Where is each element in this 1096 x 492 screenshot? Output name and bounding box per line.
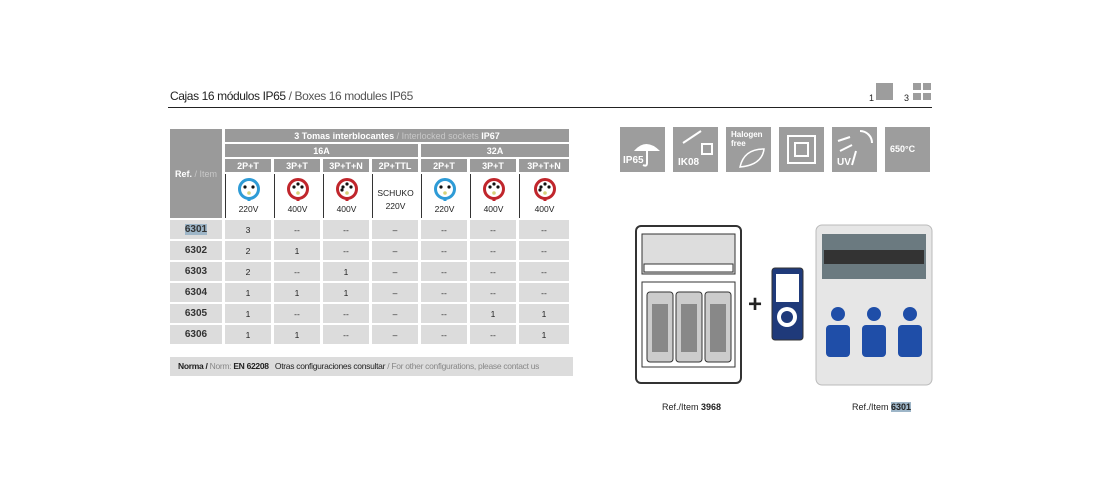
socket-icon-cell [372, 174, 418, 218]
socket-icon-cell [470, 174, 516, 218]
ref-cell: 6302 [170, 241, 222, 260]
cert-label: UV [837, 157, 851, 168]
amp-32-header: 32A [421, 144, 569, 157]
qty-cell: 2 [225, 241, 271, 260]
voltage-label: 220V [238, 204, 259, 214]
cert-label: Halogen free [731, 130, 763, 148]
voltage-label: 400V [336, 204, 357, 214]
red-5pin-socket-icon [533, 178, 557, 202]
double-insulation-icon [779, 127, 824, 172]
layout-grid-icon[interactable] [913, 83, 932, 100]
amp-16-header: 16A [225, 144, 418, 157]
socket-type-header: 2P+T [421, 159, 467, 172]
voltage-label: 220V [434, 204, 455, 214]
group-header: 3 Tomas interblocantes / Interlocked sockets IP67 [225, 129, 569, 142]
ref-cell: 6304 [170, 283, 222, 302]
qty-cell: -- [323, 241, 369, 260]
qty-cell: 2 [225, 262, 271, 281]
qty-cell: 3 [225, 220, 271, 239]
table-row [170, 241, 569, 260]
qty-cell: 1 [274, 283, 320, 302]
qty-cell: -- [421, 304, 467, 323]
blue-3pin-socket-icon [237, 178, 261, 202]
qty-cell: – [372, 283, 418, 302]
red-4pin-socket-icon [482, 178, 506, 202]
interlock-module-drawing [772, 268, 803, 340]
qty-cell: -- [421, 283, 467, 302]
table-row [170, 304, 569, 323]
schuko-label: SCHUKO [377, 188, 414, 198]
qty-cell: -- [323, 220, 369, 239]
red-5pin-socket-icon [335, 178, 359, 202]
caption-3968: Ref./Item 3968 [662, 402, 722, 412]
layout-single-label: 1 [869, 93, 875, 103]
page-title: Cajas 16 módulos IP65 / Boxes 16 modules IP65 [170, 89, 413, 103]
table-row [170, 325, 569, 344]
caption-6301: Ref./Item 6301 [852, 402, 912, 412]
socket-type-header: 3P+T [470, 159, 516, 172]
blue-3pin-socket-icon [433, 178, 457, 202]
norma-footer: Norma / Norm: EN 62208 Otras configuraciones consultar / For other configurations, please contact us [170, 357, 573, 376]
socket-type-header: 2P+TTL [372, 159, 418, 172]
qty-cell: -- [421, 241, 467, 260]
socket-icon-cell [519, 174, 569, 218]
qty-cell: -- [519, 262, 569, 281]
socket-type-header: 3P+T+N [323, 159, 369, 172]
qty-cell: -- [274, 262, 320, 281]
qty-cell: -- [470, 325, 516, 344]
socket-icon-cell [323, 174, 369, 218]
voltage-label: 400V [534, 204, 555, 214]
voltage-label: 400V [483, 204, 504, 214]
qty-cell: 1 [274, 241, 320, 260]
voltage-label: 400V [287, 204, 308, 214]
qty-cell: – [372, 304, 418, 323]
qty-cell: -- [470, 241, 516, 260]
qty-cell: – [372, 262, 418, 281]
cert-0-badge [620, 127, 665, 172]
product-table [167, 127, 572, 346]
qty-cell: -- [470, 262, 516, 281]
cert-label: 650°C [890, 144, 916, 154]
cert-label: IK08 [678, 157, 700, 168]
qty-cell: 1 [225, 304, 271, 323]
cert-4-badge [832, 127, 877, 172]
qty-cell: -- [421, 220, 467, 239]
qty-cell: -- [421, 262, 467, 281]
qty-cell: 1 [519, 304, 569, 323]
qty-cell: 1 [470, 304, 516, 323]
box-3968-drawing [636, 226, 741, 383]
qty-cell: -- [519, 220, 569, 239]
qty-cell: -- [323, 304, 369, 323]
qty-cell: 1 [519, 325, 569, 344]
layout-single-icon[interactable] [876, 83, 893, 100]
cert-label: IP65 [623, 155, 644, 166]
divider [168, 107, 932, 108]
ref-cell: 6301 [170, 220, 222, 239]
layout-grid-label: 3 [904, 93, 910, 103]
qty-cell: 1 [225, 325, 271, 344]
svg-text:+: + [748, 291, 763, 318]
product-illustrations [630, 220, 940, 390]
ref-cell: 6306 [170, 325, 222, 344]
table-row [170, 283, 569, 302]
ref-header: Ref. / Item [170, 129, 222, 218]
socket-type-header: 3P+T+N [519, 159, 569, 172]
socket-type-header: 2P+T [225, 159, 271, 172]
qty-cell: 1 [323, 283, 369, 302]
qty-cell: -- [519, 283, 569, 302]
qty-cell: -- [519, 241, 569, 260]
qty-cell: -- [323, 325, 369, 344]
socket-icon-cell [421, 174, 467, 218]
red-4pin-socket-icon [286, 178, 310, 202]
cert-1-badge [673, 127, 718, 172]
cert-3-badge [779, 127, 824, 172]
qty-cell: – [372, 241, 418, 260]
table-row [170, 262, 569, 281]
socket-icon-cell [225, 174, 271, 218]
voltage-label: 220V [385, 201, 406, 211]
table-row [170, 220, 569, 239]
qty-cell: -- [274, 304, 320, 323]
cert-5-badge [885, 127, 930, 172]
ref-cell: 6303 [170, 262, 222, 281]
qty-cell: – [372, 220, 418, 239]
socket-type-header: 3P+T [274, 159, 320, 172]
qty-cell: -- [470, 283, 516, 302]
qty-cell: -- [421, 325, 467, 344]
ref-cell: 6305 [170, 304, 222, 323]
qty-cell: -- [470, 220, 516, 239]
qty-cell: 1 [274, 325, 320, 344]
cert-2-badge [726, 127, 771, 172]
socket-icon-cell [274, 174, 320, 218]
qty-cell: -- [274, 220, 320, 239]
box-6301-photo [816, 225, 932, 385]
qty-cell: 1 [323, 262, 369, 281]
qty-cell: 1 [225, 283, 271, 302]
qty-cell: – [372, 325, 418, 344]
